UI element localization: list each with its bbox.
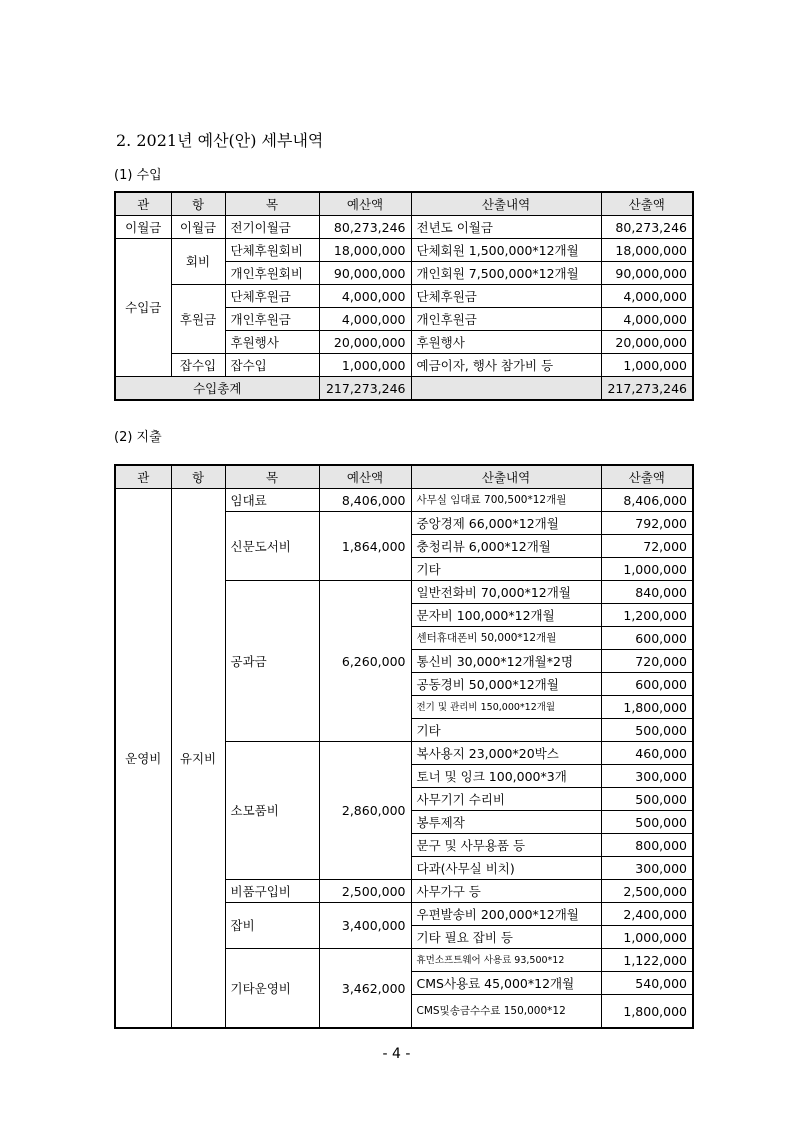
mok-cell: 후원행사 [225,331,319,354]
detail-cell: 문자비 100,000*12개월 [411,604,601,627]
total-amount: 217,273,246 [601,377,693,401]
mok-cell: 개인후원금 [225,308,319,331]
amount-cell: 1,122,000 [601,949,693,972]
hang-cell: 후원금 [171,285,225,354]
header-budget: 예산액 [319,192,411,216]
budget-cell: 2,860,000 [319,742,411,880]
gwan-cell: 수입금 [115,239,171,377]
gwan-cell: 이월금 [115,216,171,239]
amount-cell: 1,000,000 [601,926,693,949]
detail-cell: 복사용지 23,000*20박스 [411,742,601,765]
mok-cell: 공과금 [225,581,319,742]
amount-cell: 1,800,000 [601,696,693,719]
amount-cell: 300,000 [601,765,693,788]
amount-cell: 2,500,000 [601,880,693,903]
budget-cell: 20,000,000 [319,331,411,354]
amount-cell: 20,000,000 [601,331,693,354]
budget-cell: 1,864,000 [319,512,411,581]
detail-cell: 기타 [411,719,601,742]
hang-cell: 잡수입 [171,354,225,377]
budget-cell: 18,000,000 [319,239,411,262]
amount-cell: 8,406,000 [601,489,693,512]
table-row [115,285,693,308]
table-header-row [115,465,693,489]
detail-cell: 단체회원 1,500,000*12개월 [411,239,601,262]
header-gwan: 관 [115,192,171,216]
hang-cell: 회비 [171,239,225,285]
amount-cell: 72,000 [601,535,693,558]
amount-cell: 600,000 [601,627,693,650]
amount-cell: 4,000,000 [601,308,693,331]
header-budget: 예산액 [319,465,411,489]
detail-cell: 단체후원금 [411,285,601,308]
detail-cell: 다과(사무실 비치) [411,857,601,880]
detail-cell: CMS및송금수수료 150,000*12 [411,995,601,1029]
detail-cell: 기타 [411,558,601,581]
detail-cell: 개인회원 7,500,000*12개월 [411,262,601,285]
budget-cell: 90,000,000 [319,262,411,285]
amount-cell: 500,000 [601,811,693,834]
amount-cell: 1,000,000 [601,558,693,581]
page-title: 2. 2021년 예산(안) 세부내역 [116,131,324,150]
hang-cell: 이월금 [171,216,225,239]
budget-cell: 4,000,000 [319,308,411,331]
detail-cell: 전기 및 관리비 150,000*12개월 [411,696,601,719]
amount-cell: 500,000 [601,788,693,811]
amount-cell: 600,000 [601,673,693,696]
page-number: - 4 - [382,1046,411,1062]
amount-cell: 792,000 [601,512,693,535]
detail-cell: 문구 및 사무용품 등 [411,834,601,857]
total-label: 수입총계 [115,377,319,401]
amount-cell: 300,000 [601,857,693,880]
total-detail-empty [411,377,601,401]
mok-cell: 잡비 [225,903,319,949]
detail-cell: 휴먼소프트웨어 사용료 93,500*12 [411,949,601,972]
detail-cell: 충청리뷰 6,000*12개월 [411,535,601,558]
mok-cell: 비품구입비 [225,880,319,903]
detail-cell: 예금이자, 행사 참가비 등 [411,354,601,377]
mok-cell: 잡수입 [225,354,319,377]
amount-cell: 18,000,000 [601,239,693,262]
budget-cell: 80,273,246 [319,216,411,239]
detail-cell: 우편발송비 200,000*12개월 [411,903,601,926]
amount-cell: 800,000 [601,834,693,857]
table-row [115,489,693,512]
header-mok: 목 [225,192,319,216]
total-row [115,377,693,401]
amount-cell: 4,000,000 [601,285,693,308]
mok-cell: 기타운영비 [225,949,319,1029]
budget-cell: 3,462,000 [319,949,411,1029]
amount-cell: 720,000 [601,650,693,673]
table-row [115,239,693,262]
header-gwan: 관 [115,465,171,489]
income-table [114,191,694,401]
amount-cell: 460,000 [601,742,693,765]
budget-cell: 3,400,000 [319,903,411,949]
expense-section-label: (2) 지출 [114,430,162,445]
mok-cell: 소모품비 [225,742,319,880]
detail-cell: 토너 및 잉크 100,000*3개 [411,765,601,788]
mok-cell: 신문도서비 [225,512,319,581]
detail-cell: 개인후원금 [411,308,601,331]
header-detail: 산출내역 [411,192,601,216]
detail-cell: 통신비 30,000*12개월*2명 [411,650,601,673]
detail-cell: 일반전화비 70,000*12개월 [411,581,601,604]
detail-cell: 사무실 임대료 700,500*12개월 [411,489,601,512]
header-amount: 산출액 [601,465,693,489]
budget-cell: 6,260,000 [319,581,411,742]
detail-cell: 봉투제작 [411,811,601,834]
detail-cell: 사무기기 수리비 [411,788,601,811]
amount-cell: 1,000,000 [601,354,693,377]
budget-cell: 8,406,000 [319,489,411,512]
detail-cell: 기타 필요 잡비 등 [411,926,601,949]
expense-table [114,464,694,1029]
detail-cell: CMS사용료 45,000*12개월 [411,972,601,995]
mok-cell: 단체후원회비 [225,239,319,262]
mok-cell: 개인후원회비 [225,262,319,285]
header-hang: 항 [171,465,225,489]
amount-cell: 80,273,246 [601,216,693,239]
total-budget: 217,273,246 [319,377,411,401]
detail-cell: 사무가구 등 [411,880,601,903]
detail-cell: 전년도 이월금 [411,216,601,239]
header-hang: 항 [171,192,225,216]
budget-cell: 2,500,000 [319,880,411,903]
mok-cell: 전기이월금 [225,216,319,239]
income-section-label: (1) 수입 [114,168,162,183]
budget-cell: 4,000,000 [319,285,411,308]
header-amount: 산출액 [601,192,693,216]
hang-cell: 유지비 [171,489,225,1029]
table-header-row [115,192,693,216]
detail-cell: 중앙경제 66,000*12개월 [411,512,601,535]
amount-cell: 1,800,000 [601,995,693,1029]
amount-cell: 540,000 [601,972,693,995]
table-row [115,216,693,239]
header-detail: 산출내역 [411,465,601,489]
detail-cell: 센터휴대폰비 50,000*12개월 [411,627,601,650]
amount-cell: 2,400,000 [601,903,693,926]
amount-cell: 1,200,000 [601,604,693,627]
mok-cell: 임대료 [225,489,319,512]
budget-cell: 1,000,000 [319,354,411,377]
table-row [115,354,693,377]
amount-cell: 840,000 [601,581,693,604]
amount-cell: 500,000 [601,719,693,742]
mok-cell: 단체후원금 [225,285,319,308]
gwan-cell: 운영비 [115,489,171,1029]
amount-cell: 90,000,000 [601,262,693,285]
detail-cell: 공동경비 50,000*12개월 [411,673,601,696]
detail-cell: 후원행사 [411,331,601,354]
header-mok: 목 [225,465,319,489]
